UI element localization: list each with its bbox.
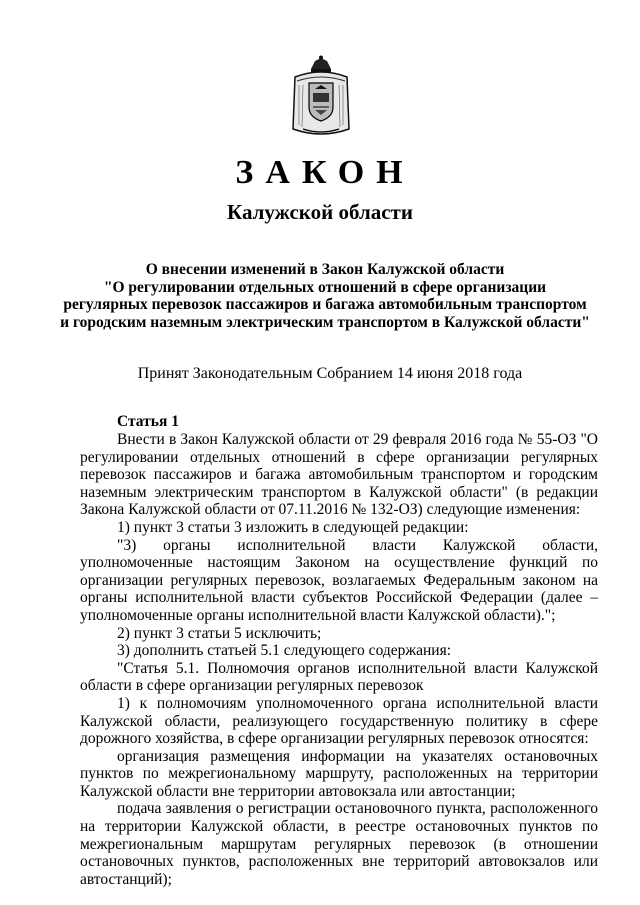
paragraph: 1) пункт 3 статьи 3 изложить в следующей редакции: (117, 518, 469, 536)
heading-line: "О регулировании отдельных отношений в сфере организации (103, 278, 547, 296)
adoption-date: Принят Законодательным Собранием 14 июня 2018 года (137, 365, 523, 382)
paragraph: подача заявления о регистрации остановочного пункта, расположенного на территории Калужской области, в реестре остановочных пунктов по межрегиональным маршрутам регулярных перевозок (в отношении остановочных пунктов, расположенных вне территорий автовокзалов или автостанций); (80, 800, 598, 888)
paragraph: "Статья 5.1. Полномочия органов исполнительной власти Калужской области в сфере организации регулярных перевозок (80, 659, 598, 695)
article-title: Статья 1 (117, 413, 179, 430)
document-body (80, 412, 598, 888)
law-heading (60, 261, 590, 331)
paragraph: 1) к полномочиям уполномоченного органа исполнительной власти Калужской области, реализующего государственную политику в сфере дорожного хозяйства, в сфере организации регулярных перевозок относятся: (80, 694, 598, 748)
paragraph: "3) органы исполнительной власти Калужской области, уполномоченные настоящим Законом на осуществление функций по организации регулярных перевозок, возлагаемых Федеральным законом на органы исполнительной власти субъектов Российской Федерации (далее – уполномоченные органы исполнительной власти Калужской области)."; (80, 536, 598, 624)
heading-line: регулярных перевозок пассажиров и багажа автомобильным транспортом (63, 296, 587, 313)
document-region: Калужской области (227, 200, 413, 224)
paragraph: 3) дополнить статьей 5.1 следующего содержания: (117, 642, 451, 660)
paragraph: организация размещения информации на указателях остановочных пунктов по межрегиональному маршруту, расположенных на территории Калужской области вне территории автовокзала или автостанции; (80, 747, 598, 800)
document-title: ЗАКОН (235, 154, 415, 191)
heading-line: О внесении изменений в Закон Калужской области (145, 261, 505, 278)
coat-of-arms-emblem (289, 55, 353, 139)
paragraph: Внести в Закон Калужской области от 29 февраля 2016 года № 55-ОЗ "О регулировании отдельных отношений в сфере организации регулярных перевозок пассажиров и багажа автомобильным транспортом и городским наземным электрическим транспортом в Калужской области" (в редакции Закона Калужской области от 07.11.2016 № 132-ОЗ) следующие изменения: (80, 431, 598, 519)
heading-line: и городским наземным электрическим транспортом в Калужской области" (60, 313, 590, 331)
paragraph: 2) пункт 3 статьи 5 исключить; (117, 624, 322, 642)
